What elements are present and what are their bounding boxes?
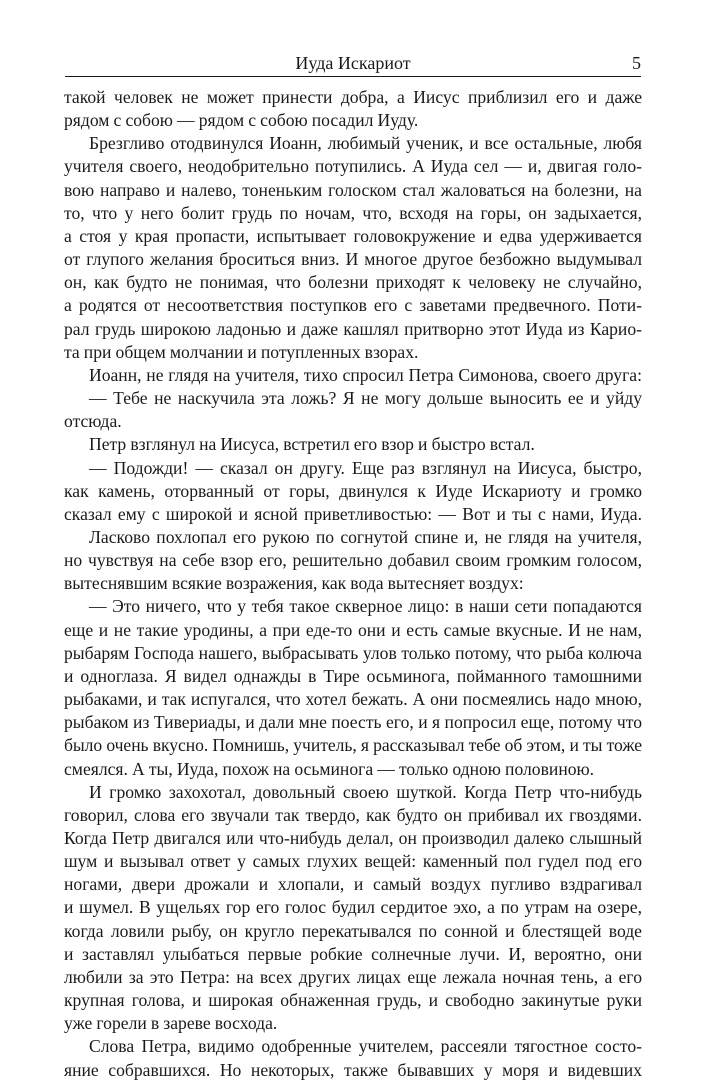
text-line: Петр взглянул на Иисуса, встретил его взор и быстро встал. xyxy=(89,434,535,455)
text-line: рыбарям Господа нашего, выбрасывать улов только потому, что рыба колюча xyxy=(64,642,642,663)
text-line: — Подожди! — сказал он другу. Еще раз взглянул на Иисуса, быстро, xyxy=(89,457,642,478)
text-line: когда ловили рыбу, он кругло перекатывался по сонной и блестящей воде xyxy=(64,920,642,941)
text-line: — Это ничего, что у тебя такое скверное лицо: в наши сети попадаются xyxy=(89,596,642,617)
text-line: Брезгливо отодвинулся Иоанн, любимый ученик, и все остальные, любя xyxy=(89,133,642,154)
page-number: 5 xyxy=(632,53,641,73)
text-line: Ласково похлопал его рукою по согнутой спине и, не глядя на учителя, xyxy=(89,526,642,547)
text-line: Слова Петра, видимо одобренные учителем, рассеяли тягостное состо- xyxy=(89,1036,642,1057)
text-line: но чувствуя на себе взор его, решительно добавил своим громким голосом, xyxy=(64,550,642,571)
text-line: еще и не такие уродины, а при еде-то они и есть самые вкусные. И не нам, xyxy=(64,619,642,640)
text-line: вытеснявшим всякие возражения, как вода вытесняет воздух: xyxy=(64,573,524,594)
text-line: а родятся от несоответствия поступков его с заветами предвечного. Поти- xyxy=(64,295,642,316)
running-title: Иуда Искариот xyxy=(295,53,411,73)
text-line: как камень, оторванный от горы, двинулся к Иуде Искариоту и громко xyxy=(64,480,642,501)
text-line: любили за это Петра: на всех других лицах еще лежала ночная тень, а его xyxy=(64,966,642,987)
text-line: то, что у него болит грудь по ночам, что, всходя на горы, он задыхается, xyxy=(64,202,642,223)
text-line: и одноглаза. Я видел однажды в Тире осьминога, пойманного тамошними xyxy=(64,665,642,686)
text-line: такой человек не может принести добра, а Иисус приблизил его и даже xyxy=(64,87,642,107)
text-line: вою направо и налево, тоненьким голоском стал жаловаться на болезни, на xyxy=(64,179,642,200)
text-line: Когда Петр двигался или что-нибудь делал, он производил далеко слышный xyxy=(64,828,642,848)
text-line: яние собравшихся. Но некоторых, также бывавших у моря и видевших xyxy=(64,1059,642,1080)
text-line: рыбаком из Тивериады, и дали мне поесть его, и я попросил еще, потому что xyxy=(64,712,642,733)
text-line: отсюда. xyxy=(64,411,122,432)
text-line: было очень вкусно. Помнишь, учитель, я рассказывал тебе об этом, и ты тоже xyxy=(64,735,642,756)
text-line: а стоя у края пропасти, испытывает головокружение и едва удерживается xyxy=(64,225,642,246)
text-line: он, как будто не понимая, что болезни приходят к человеку не случайно, xyxy=(64,272,642,293)
text-line: шум и вызывал ответ у самых глухих вещей: каменный пол гудел под его xyxy=(64,851,642,872)
text-line: рыбаками, и так испугался, что хотел бежать. А они посмеялись надо мною, xyxy=(64,689,642,710)
text-line: учителя своего, неодобрительно потупились. А Иуда сел — и, двигая голо- xyxy=(64,156,642,177)
text-line: от глупого желания броситься вниз. И многое другое безбожно выдумывал xyxy=(64,249,642,270)
text-line: смеялся. А ты, Иуда, похож на осьминога — только одною половиною. xyxy=(64,758,595,779)
text-line: — Тебе не наскучила эта ложь? Я не могу дольше выносить ее и уйду xyxy=(89,388,642,409)
text-line: уже горели в зареве восхода. xyxy=(64,1013,278,1034)
text-line: говорил, слова его звучали так твердо, как будто он прибивал их гвоздями. xyxy=(64,804,642,825)
text-line: рал грудь широкою ладонью и даже кашлял притворно этот Иуда из Карио- xyxy=(64,318,642,339)
text-line: та при общем молчании и потупленных взорах. xyxy=(64,341,419,362)
running-header xyxy=(65,50,641,77)
text-line: рядом с собою — рядом с собою посадил Иуду. xyxy=(64,110,419,131)
text-line: и заставлял улыбаться первые робкие солнечные лучи. И, вероятно, они xyxy=(64,943,642,964)
text-line: сказал ему с широкой и ясной приветливостью: — Вот и ты с нами, Иуда. xyxy=(64,503,642,524)
text-line: и шумел. В ущельях гор его голос будил сердитое эхо, а по утрам на озере, xyxy=(64,897,642,918)
text-line: И громко захохотал, довольный своею шуткой. Когда Петр что-нибудь xyxy=(89,781,642,802)
text-line: крупная голова, и широкая обнаженная грудь, и свободно закинутые руки xyxy=(64,990,642,1011)
body-text xyxy=(64,86,642,1082)
text-line: ногами, двери дрожали и хлопали, и самый воздух пугливо вздрагивал xyxy=(64,874,642,895)
text-line: Иоанн, не глядя на учителя, тихо спросил Петра Симонова, своего друга: xyxy=(89,364,642,385)
